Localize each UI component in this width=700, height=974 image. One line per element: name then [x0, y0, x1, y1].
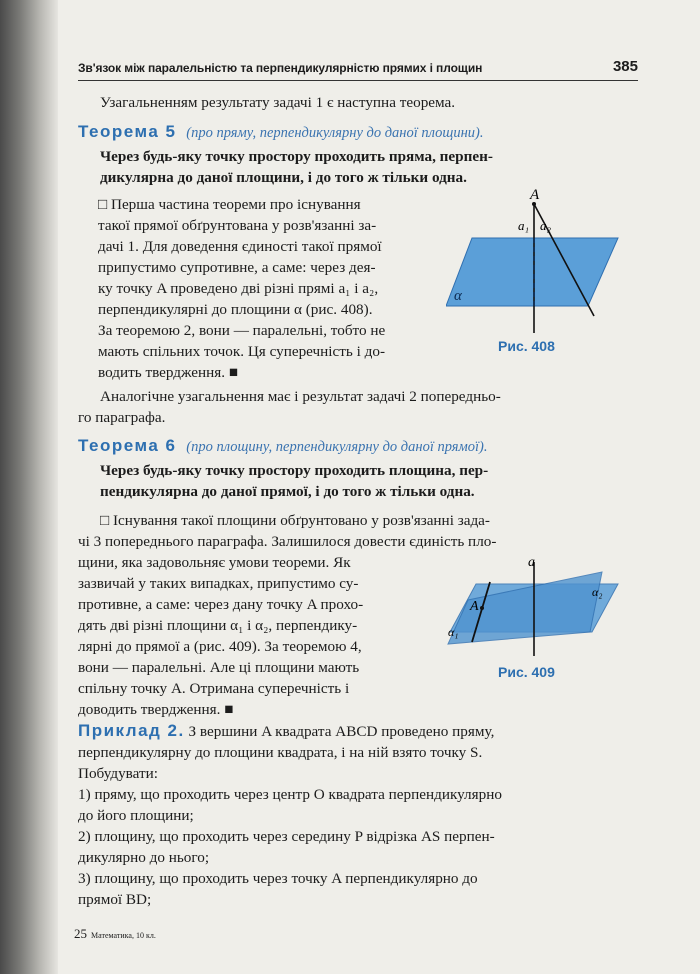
proof-line: припустимо супротивне, а саме: через дея-	[98, 259, 376, 276]
theorem6-proof-top	[78, 510, 497, 552]
point-A	[480, 606, 484, 610]
theorem5-statement	[100, 146, 493, 188]
example2-label: Приклад 2.	[78, 721, 185, 740]
label-alpha1: α₁	[448, 625, 459, 639]
example2-first-text: З вершини A квадрата ABCD проведено пряму,	[188, 723, 495, 740]
proof-line: ку точку A проведено дві різні прямі a₁ і a₂,	[98, 280, 379, 297]
proof-line: такої прямої обґрунтована у розв'язанні за-	[98, 217, 377, 234]
theorem5-subtitle: (про пряму, перпендикулярну до даної площини).	[186, 125, 484, 141]
theorem5-statement-line: дикулярна до даної площини, і до того ж тільки одна.	[100, 169, 467, 186]
bridge-line: го параграфа.	[78, 409, 166, 426]
theorem6-proof-rest	[78, 552, 436, 720]
proof-line: зазвичай у таких випадках, припустимо су-	[78, 575, 359, 592]
proof-line: За теоремою 2, вони — паралельні, тобто не	[98, 322, 386, 339]
example2-line: Побудувати:	[78, 765, 158, 782]
label-alpha2: α₂	[592, 585, 603, 599]
proof-line: дачі 1. Для доведення єдиності такої прямої	[98, 238, 382, 255]
figure-409	[442, 552, 632, 662]
footer	[74, 926, 156, 942]
proof-line: лярні до прямої a (рис. 409). За теоремою 4,	[78, 638, 362, 655]
plane-alpha	[446, 238, 618, 306]
theorem6-subtitle: (про площину, перпендикулярну до даної прямої).	[186, 439, 488, 455]
theorem5-label: Теорема 5	[78, 122, 177, 141]
proof-line: спільну точку A. Отримана суперечність і	[78, 680, 350, 697]
figure-408	[446, 188, 626, 333]
figure-408-caption: Рис. 408	[498, 338, 555, 354]
book-spine-shadow	[0, 0, 58, 974]
example2-line: дикулярно до нього;	[78, 849, 210, 866]
proof-line: перпендикулярні до площини α (рис. 408).	[98, 301, 373, 318]
label-a1: a₁	[518, 218, 530, 233]
proof-line: щини, яка задовольняє умови теореми. Як	[78, 554, 351, 571]
footer-book: Математика, 10 кл.	[91, 931, 156, 940]
example2-line: 2) площину, що проходить через середину P відрізка AS перпен-	[78, 828, 495, 845]
page-number: 385	[612, 58, 638, 75]
label-A: A	[530, 188, 540, 203]
theorem6-heading	[78, 436, 488, 456]
label-a: a	[528, 555, 535, 570]
footer-number: 25	[74, 926, 87, 941]
example2-line: 3) площину, що проходить через точку A перпендикулярно до	[78, 870, 478, 887]
example2-line: 1) пряму, що проходить через центр O квадрата перпендикулярно	[78, 786, 502, 803]
proof-line: □ Перша частина теореми про існування	[98, 196, 361, 213]
theorem6-label: Теорема 6	[78, 436, 177, 455]
intro-sentence: Узагальненням результату задачі 1 є наступна теорема.	[100, 94, 456, 111]
label-A: A	[470, 599, 479, 614]
bridge-paragraph	[78, 386, 501, 428]
figure-408-drawing	[446, 188, 626, 333]
proof-line: противне, а саме: через дану точку A прохо-	[78, 596, 364, 613]
running-header	[78, 58, 638, 81]
theorem5-statement-line: Через будь-яку точку простору проходить пряма, перпен-	[100, 148, 493, 165]
theorem6-statement	[100, 460, 488, 502]
theorem6-statement-line: пендикулярна до даної прямої, і до того ж тільки одна.	[100, 483, 475, 500]
proof-line: □ Існування такої площини обґрунтовано у розв'язанні зада-	[100, 512, 490, 529]
label-a2: a₂	[540, 218, 552, 233]
proof-line: мають спільних точок. Ця суперечність і до-	[98, 343, 386, 360]
proof-line: дять дві різні площини α₁ і α₂, перпендику-	[78, 617, 358, 634]
proof-line: доводить твердження. ■	[78, 701, 234, 718]
book-page	[58, 0, 700, 974]
proof-line: чі 3 попереднього параграфа. Залишилося довести єдиність пло-	[78, 533, 497, 550]
header-title: Зв'язок між паралельністю та перпендикулярністю прямих і площин	[78, 61, 483, 75]
theorem5-proof	[98, 194, 438, 383]
figure-409-caption: Рис. 409	[498, 664, 555, 680]
label-alpha: α	[454, 288, 462, 304]
theorem6-statement-line: Через будь-яку точку простору проходить площина, пер-	[100, 462, 489, 479]
proof-line: вони — паралельні. Але ці площини мають	[78, 659, 360, 676]
example2-first-line	[78, 720, 638, 742]
proof-line: водить твердження. ■	[98, 364, 239, 381]
figure-409-drawing	[442, 552, 632, 662]
example2-line: перпендикулярну до площини квадрата, і на ній взято точку S.	[78, 744, 483, 761]
example2-line: прямої BD;	[78, 891, 152, 908]
theorem5-heading	[78, 122, 483, 142]
example2-line: до його площини;	[78, 807, 194, 824]
example2-block	[78, 720, 638, 910]
bridge-line: Аналогічне узагальнення має і результат задачі 2 попередньо-	[100, 388, 501, 405]
